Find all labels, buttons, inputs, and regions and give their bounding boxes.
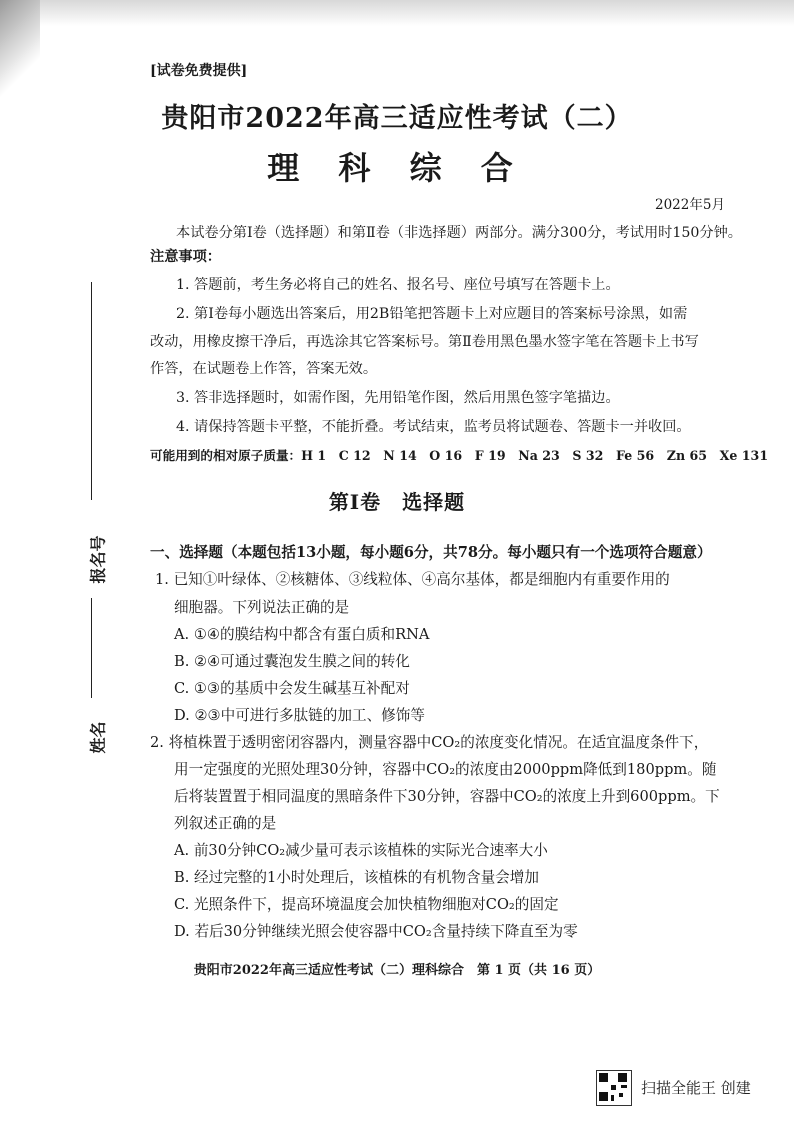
note-item-2-line-2: 改动，用橡皮擦干净后，再选涂其它答案标号。第Ⅱ卷用黑色墨水签字笔在答题卡上书写 xyxy=(150,334,699,350)
page-footer: 贵阳市2022年高三适应性考试（二）理科综合 第 1 页（共 16 页） xyxy=(193,963,601,978)
note-item-4: 4. 请保持答题卡平整，不能折叠。考试结束，监考员将试题卷、答题卡一并收回。 xyxy=(176,419,691,435)
scanner-watermark: 扫描全能王 创建 xyxy=(641,1079,751,1097)
scan-corner-shadow xyxy=(0,0,40,100)
exam-subject: 理 科 综 合 xyxy=(267,149,527,187)
q2-stem-line-2: 用一定强度的光照处理30分钟，容器中CO₂的浓度由2000ppm降低到180ppm。随 xyxy=(174,761,717,778)
note-item-2-line-1: 2. 第Ⅰ卷每小题选出答案后，用2B铅笔把答题卡上对应题目的答案标号涂黑，如需 xyxy=(176,306,688,322)
exam-date: 2022年5月 xyxy=(655,197,725,213)
q2-option-a: A. 前30分钟CO₂减少量可表示该植株的实际光合速率大小 xyxy=(174,842,548,859)
notes-heading: 注意事项： xyxy=(150,249,221,265)
note-item-2-line-3: 作答，在试题卷上作答，答案无效。 xyxy=(150,361,378,377)
q1-option-d: D. ②③中可进行多肽链的加工、修饰等 xyxy=(174,707,425,724)
q1-stem-line-2: 细胞器。下列说法正确的是 xyxy=(174,599,350,616)
intro-text: 本试卷分第Ⅰ卷（选择题）和第Ⅱ卷（非选择题）两部分。满分300分，考试用时150分钟。 xyxy=(176,225,742,241)
q1-option-c: C. ①③的基质中会发生碱基互补配对 xyxy=(174,680,410,697)
q1-option-a: A. ①④的膜结构中都含有蛋白质和RNA xyxy=(174,626,430,643)
note-item-1: 1. 答题前，考生务必将自己的姓名、报名号、座位号填写在答题卡上。 xyxy=(176,277,620,293)
q1-option-b: B. ②④可通过囊泡发生膜之间的转化 xyxy=(174,653,410,670)
name-line-upper xyxy=(91,598,92,698)
free-tag: [试卷免费提供] xyxy=(150,63,248,79)
section-instruction: 一、选择题（本题包括13小题，每小题6分，共78分。每小题只有一个选项符合题意） xyxy=(150,544,712,561)
qr-code-icon xyxy=(596,1070,632,1106)
note-item-3: 3. 答非选择题时，如需作图，先用铅笔作图，然后用黑色签字笔描边。 xyxy=(176,390,620,406)
exam-title: 贵阳市2022年高三适应性考试（二） xyxy=(161,103,633,134)
reg-number-line xyxy=(91,282,92,500)
scan-top-edge xyxy=(0,0,794,26)
reg-number-label: 报名号 xyxy=(88,535,108,584)
q2-stem-line-4: 列叙述正确的是 xyxy=(174,815,277,832)
atomic-masses: 可能用到的相对原子质量：H 1 C 12 N 14 O 16 F 19 Na 23 S 32 Fe 56 Zn 65 Xe 131 xyxy=(150,448,769,463)
q2-option-c: C. 光照条件下，提高环境温度会加快植物细胞对CO₂的固定 xyxy=(174,896,559,913)
name-label: 姓名 xyxy=(88,721,108,754)
q2-stem-line-3: 后将装置置于相同温度的黑暗条件下30分钟，容器中CO₂的浓度上升到600ppm。下 xyxy=(174,788,720,805)
q2-stem-line-1: 2. 将植株置于透明密闭容器内，测量容器中CO₂的浓度变化情况。在适宜温度条件下， xyxy=(150,734,709,751)
q2-option-d: D. 若后30分钟继续光照会使容器中CO₂含量持续下降直至为零 xyxy=(174,923,578,940)
section-title: 第Ⅰ卷 选择题 xyxy=(328,490,466,514)
q2-option-b: B. 经过完整的1小时处理后，该植株的有机物含量会增加 xyxy=(174,869,539,886)
q1-stem-line-1: 1. 已知①叶绿体、②核糖体、③线粒体、④高尔基体，都是细胞内有重要作用的 xyxy=(155,571,670,588)
